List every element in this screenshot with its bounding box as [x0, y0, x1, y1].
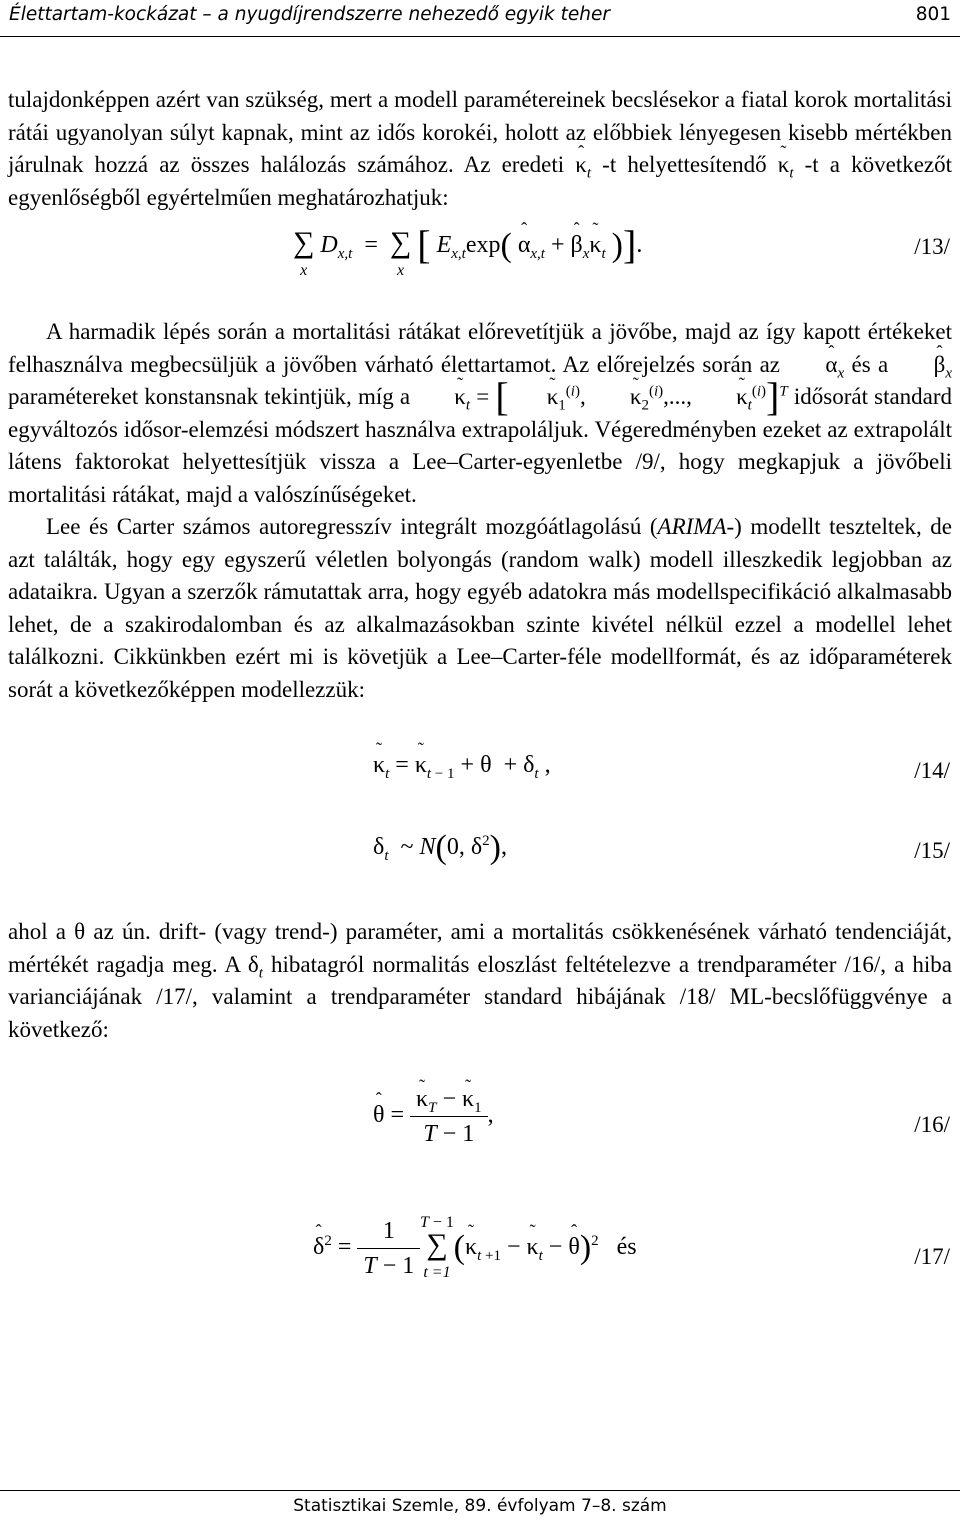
footer-rule [0, 1490, 960, 1491]
equation-16: ˆ θ = ˜ $\frac{\kappa_T - ˜ \kappa_1}{T - 1}$ , /16/ [8, 1082, 952, 1192]
equation-17-number: /17/ [914, 1244, 950, 1269]
paragraph-4: ahol a θ az ún. drift- (vagy trend-) paraméter, ami a mortalitás csökkenésének várható tendenciáját, mértékét ragadja meg. A $\delta_t$ hibatagról normalitás eloszlást feltételezve a trendparaméter /16/, a hiba varianciájának /17/, valamint a trendparaméter standard hibájának /18/ ML-becslőfüggvénye a következő: [8, 919, 952, 1042]
kappa-hat-symbol: ˆ κ [575, 149, 587, 182]
page-body [8, 84, 952, 1324]
journal-footer: Statisztikai Szemle, 89. évfolyam 7–8. szám [293, 1496, 667, 1516]
equation-14-number: /14/ [914, 758, 950, 783]
equation-17: ˆ $\delta^2$ = $\frac{1}{T - 1}$ ∑ T − 1 t =1 (˜ $\kappa_{t +1}$ − ˜ $\kappa_t$ − ˆ θ)$^2$ és /17/ [8, 1214, 952, 1324]
kappa-tilde-symbol: ˜ κ [778, 149, 790, 182]
running-header [0, 0, 960, 37]
page-number: 801 [915, 4, 951, 25]
equation-15: $\delta_t$ ~ N(0, $\delta^2$), /15/ [373, 829, 950, 866]
equation-14: ˜ $\kappa_t$ = ˜ $\kappa_{t - 1} + \theta + \delta_t$ , /14/ [8, 748, 952, 828]
equation-13: ∑ x $D_{x,t}$ = ∑ x [ $E_{x,t}\exp$( ˆ $\alpha_{x,t}$ + ˆ $\beta_x˜$ $\kappa_t$ )]. /13/ [8, 224, 952, 316]
paragraph-3: Lee és Carter számos autoregresszív integrált mozgóátlagolású (ARIMA-) modellt teszteltek, de azt találták, hogy egy egyszerű véletlen bolyongás (random walk) modell illeszkedik legjobban az adataikra. Ugyan a szerzők rámutattak arra, hogy egyéb adatokra más modellspecifikáció alkalmasabb lehet, de a szakirodalomban és az alkalmazásokban szinte kivétel nélkül ezzel a modellel lehet találkozni. Cikkünkben ezért mi is követjük a Lee–Carter-féle modellformát, és az időparaméterek sorát a következőképpen modellezzük: [8, 514, 952, 702]
equation-15-number: /15/ [914, 838, 950, 863]
paragraph-2: A harmadik lépés során a mortalitási rátákat előrevetítjük a jövőbe, majd az így kapott értékeket felhasználva megbecsüljük a jövőben várható élettartamot. Az előrejelzés során az ˆ $\alpha_x$ és a ˆ $\beta_x$ paramétereket konstansnak tekintjük, míg a ˜ $\kappa_t$ = [˜ $\kappa_1^{(i)}$, ˜ $\kappa_2^{(i)}$,..., ˜ $\kappa_t^{(i)}]^T$ idősorát standard egyváltozós idősor-elemzési módszert használva extrapoláljuk. Végeredményben ezeket az extrapolált látens faktorokat helyettesítjük vissza a Lee–Carter-egyenletbe /9/, hogy megkapjuk a jövőbeli mortalitási rátákat, majd a valószínűségeket. [8, 316, 952, 511]
paragraph-1: tulajdonképpen azért van szükség, mert a modell paramétereinek becslésekor a fiatal korok mortalitási rátái ugyanolyan súlyt kapnak, mint az idős korokéi, holott az előbbiek lényegesen kisebb mértékben járulnak hozzá az összes halálozás számához. Az eredeti ˆ $\kappa_t$ -t helyettesítendő ˜ $\kappa_t$ -t a következőt egyenlőségből egyértelműen meghatározhatjuk: [8, 84, 952, 214]
equation-16-number: /16/ [914, 1112, 950, 1137]
equation-13-number: /13/ [914, 234, 950, 259]
running-title: Élettartam-kockázat – a nyugdíjrendszerre nehezedő egyik teher [9, 4, 610, 25]
